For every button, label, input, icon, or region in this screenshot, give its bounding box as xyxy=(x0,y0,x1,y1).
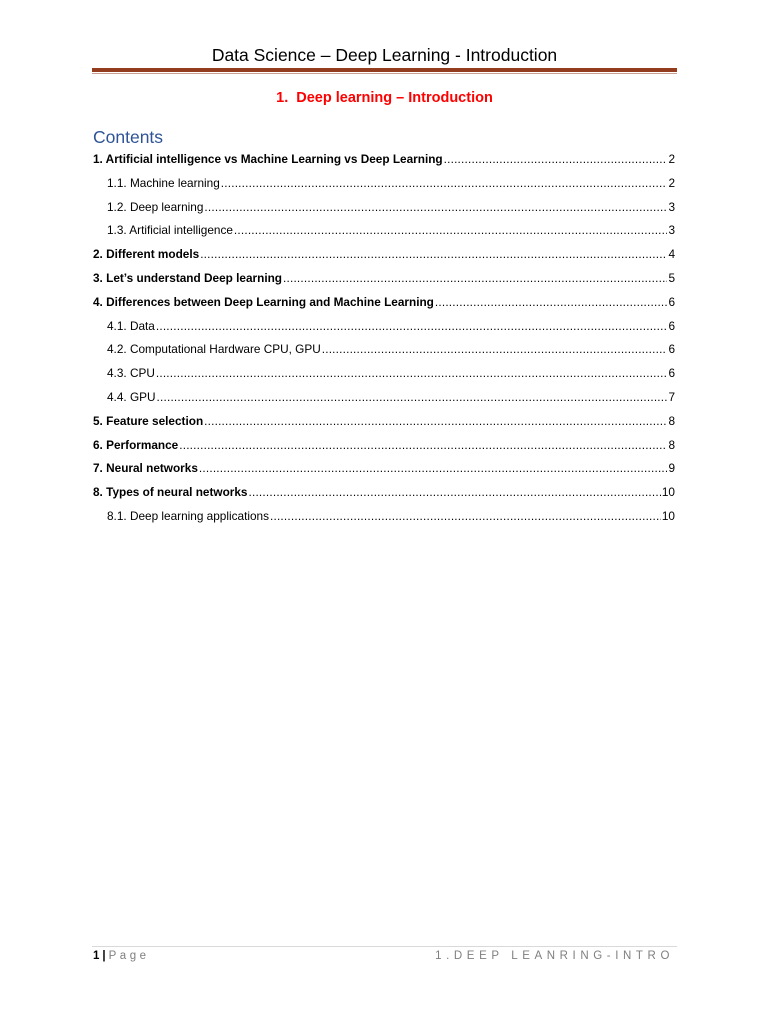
document-heading-number: 1. xyxy=(276,90,289,106)
toc-dot-leader xyxy=(283,268,667,288)
running-header-title: Data Science – Deep Learning - Introduction xyxy=(211,45,558,65)
toc-entry[interactable] xyxy=(93,339,675,363)
toc-dot-leader xyxy=(444,149,668,169)
toc-entry-page-number[interactable]: 6 xyxy=(668,294,675,309)
toc-entry-page-number[interactable]: 2 xyxy=(668,152,675,166)
toc-entry[interactable] xyxy=(93,411,675,435)
toc-entry[interactable] xyxy=(93,197,675,221)
toc-entry-label[interactable]: 8.1. Deep learning applications xyxy=(107,508,269,523)
header-rule-thin xyxy=(92,73,677,74)
toc-dot-leader xyxy=(221,173,668,193)
toc-entry-page-number[interactable]: 5 xyxy=(668,270,675,285)
footer-page-indicator xyxy=(93,948,149,964)
toc-dot-leader xyxy=(157,387,668,407)
toc-entry-page-number[interactable]: 6 xyxy=(668,366,675,381)
header-rule xyxy=(92,68,677,72)
toc-entry-label[interactable]: 6. Performance xyxy=(93,437,179,452)
toc-entry-label[interactable]: 5. Feature selection xyxy=(93,413,204,428)
toc-entry[interactable] xyxy=(93,506,675,530)
toc-entry-label[interactable]: 2. Different models xyxy=(93,247,200,262)
toc-entry-page-number[interactable]: 6 xyxy=(668,342,675,357)
document-heading-text: Deep learning – Introduction xyxy=(296,90,493,106)
toc-entry-label[interactable]: 1.3. Artificial intelligence xyxy=(107,223,233,238)
toc-entry-label[interactable]: 1. Artificial intelligence vs Machine Learning vs Deep Learning xyxy=(93,152,443,166)
toc-dot-leader xyxy=(179,435,667,455)
toc-dot-leader xyxy=(435,292,668,312)
toc-entry[interactable] xyxy=(93,482,675,506)
toc-dot-leader xyxy=(156,316,668,336)
table-of-contents xyxy=(93,149,675,530)
toc-entry[interactable] xyxy=(93,220,675,244)
toc-entry-page-number[interactable]: 9 xyxy=(668,461,675,476)
toc-dot-leader xyxy=(199,458,668,478)
toc-entry-label[interactable]: 1.1. Machine learning xyxy=(107,175,220,190)
toc-entry-page-number[interactable]: 8 xyxy=(668,413,675,428)
toc-entry-page-number[interactable]: 4 xyxy=(668,247,675,262)
toc-dot-leader xyxy=(270,506,661,526)
toc-entry-page-number[interactable]: 3 xyxy=(668,223,675,238)
toc-entry[interactable] xyxy=(93,173,675,197)
toc-entry-label[interactable]: 4.4. GPU xyxy=(107,389,156,404)
toc-entry-label[interactable]: 4.3. CPU xyxy=(107,366,155,381)
toc-entry-label[interactable]: 1.2. Deep learning xyxy=(107,199,204,214)
toc-entry-page-number[interactable]: 10 xyxy=(661,485,675,500)
document-heading xyxy=(92,88,677,108)
toc-dot-leader xyxy=(234,220,668,240)
footer-rule xyxy=(92,946,677,947)
toc-entry-page-number[interactable]: 3 xyxy=(668,199,675,214)
toc-entry[interactable] xyxy=(93,244,675,268)
toc-entry[interactable] xyxy=(93,316,675,340)
toc-entry-page-number[interactable]: 2 xyxy=(668,175,675,190)
toc-dot-leader xyxy=(249,482,661,502)
toc-entry[interactable] xyxy=(93,435,675,459)
toc-entry[interactable] xyxy=(93,458,675,482)
toc-dot-leader xyxy=(322,339,668,359)
footer-separator: | xyxy=(102,950,106,962)
toc-entry-label[interactable]: 4.1. Data xyxy=(107,318,155,333)
toc-entry[interactable] xyxy=(93,292,675,316)
footer-page-word: Page xyxy=(108,950,150,962)
toc-entry-label[interactable]: 7. Neural networks xyxy=(93,461,198,476)
toc-dot-leader xyxy=(156,363,668,383)
toc-dot-leader xyxy=(204,197,667,217)
toc-dot-leader xyxy=(200,244,667,264)
toc-entry-page-number[interactable]: 8 xyxy=(668,437,675,452)
toc-dot-leader xyxy=(204,411,667,431)
toc-entry[interactable] xyxy=(93,387,675,411)
toc-entry-page-number[interactable]: 10 xyxy=(661,508,675,523)
toc-entry-page-number[interactable]: 7 xyxy=(668,389,675,404)
toc-entry[interactable] xyxy=(93,268,675,292)
toc-entry-label[interactable]: 3. Let’s understand Deep learning xyxy=(93,270,283,285)
toc-entry-page-number[interactable]: 6 xyxy=(668,318,675,333)
footer-document-label: 1.DEEP LEANRING-INTRO xyxy=(435,950,674,962)
toc-entry-label[interactable]: 4. Differences between Deep Learning and Machine Learning xyxy=(93,294,434,309)
footer-page-number: 1 xyxy=(93,950,100,962)
toc-entry[interactable] xyxy=(93,363,675,387)
contents-title: Contents xyxy=(93,127,164,147)
toc-entry-label[interactable]: 4.2. Computational Hardware CPU, GPU xyxy=(107,342,321,357)
toc-entry-label[interactable]: 8. Types of neural networks xyxy=(93,485,248,500)
toc-entry[interactable] xyxy=(93,149,675,173)
